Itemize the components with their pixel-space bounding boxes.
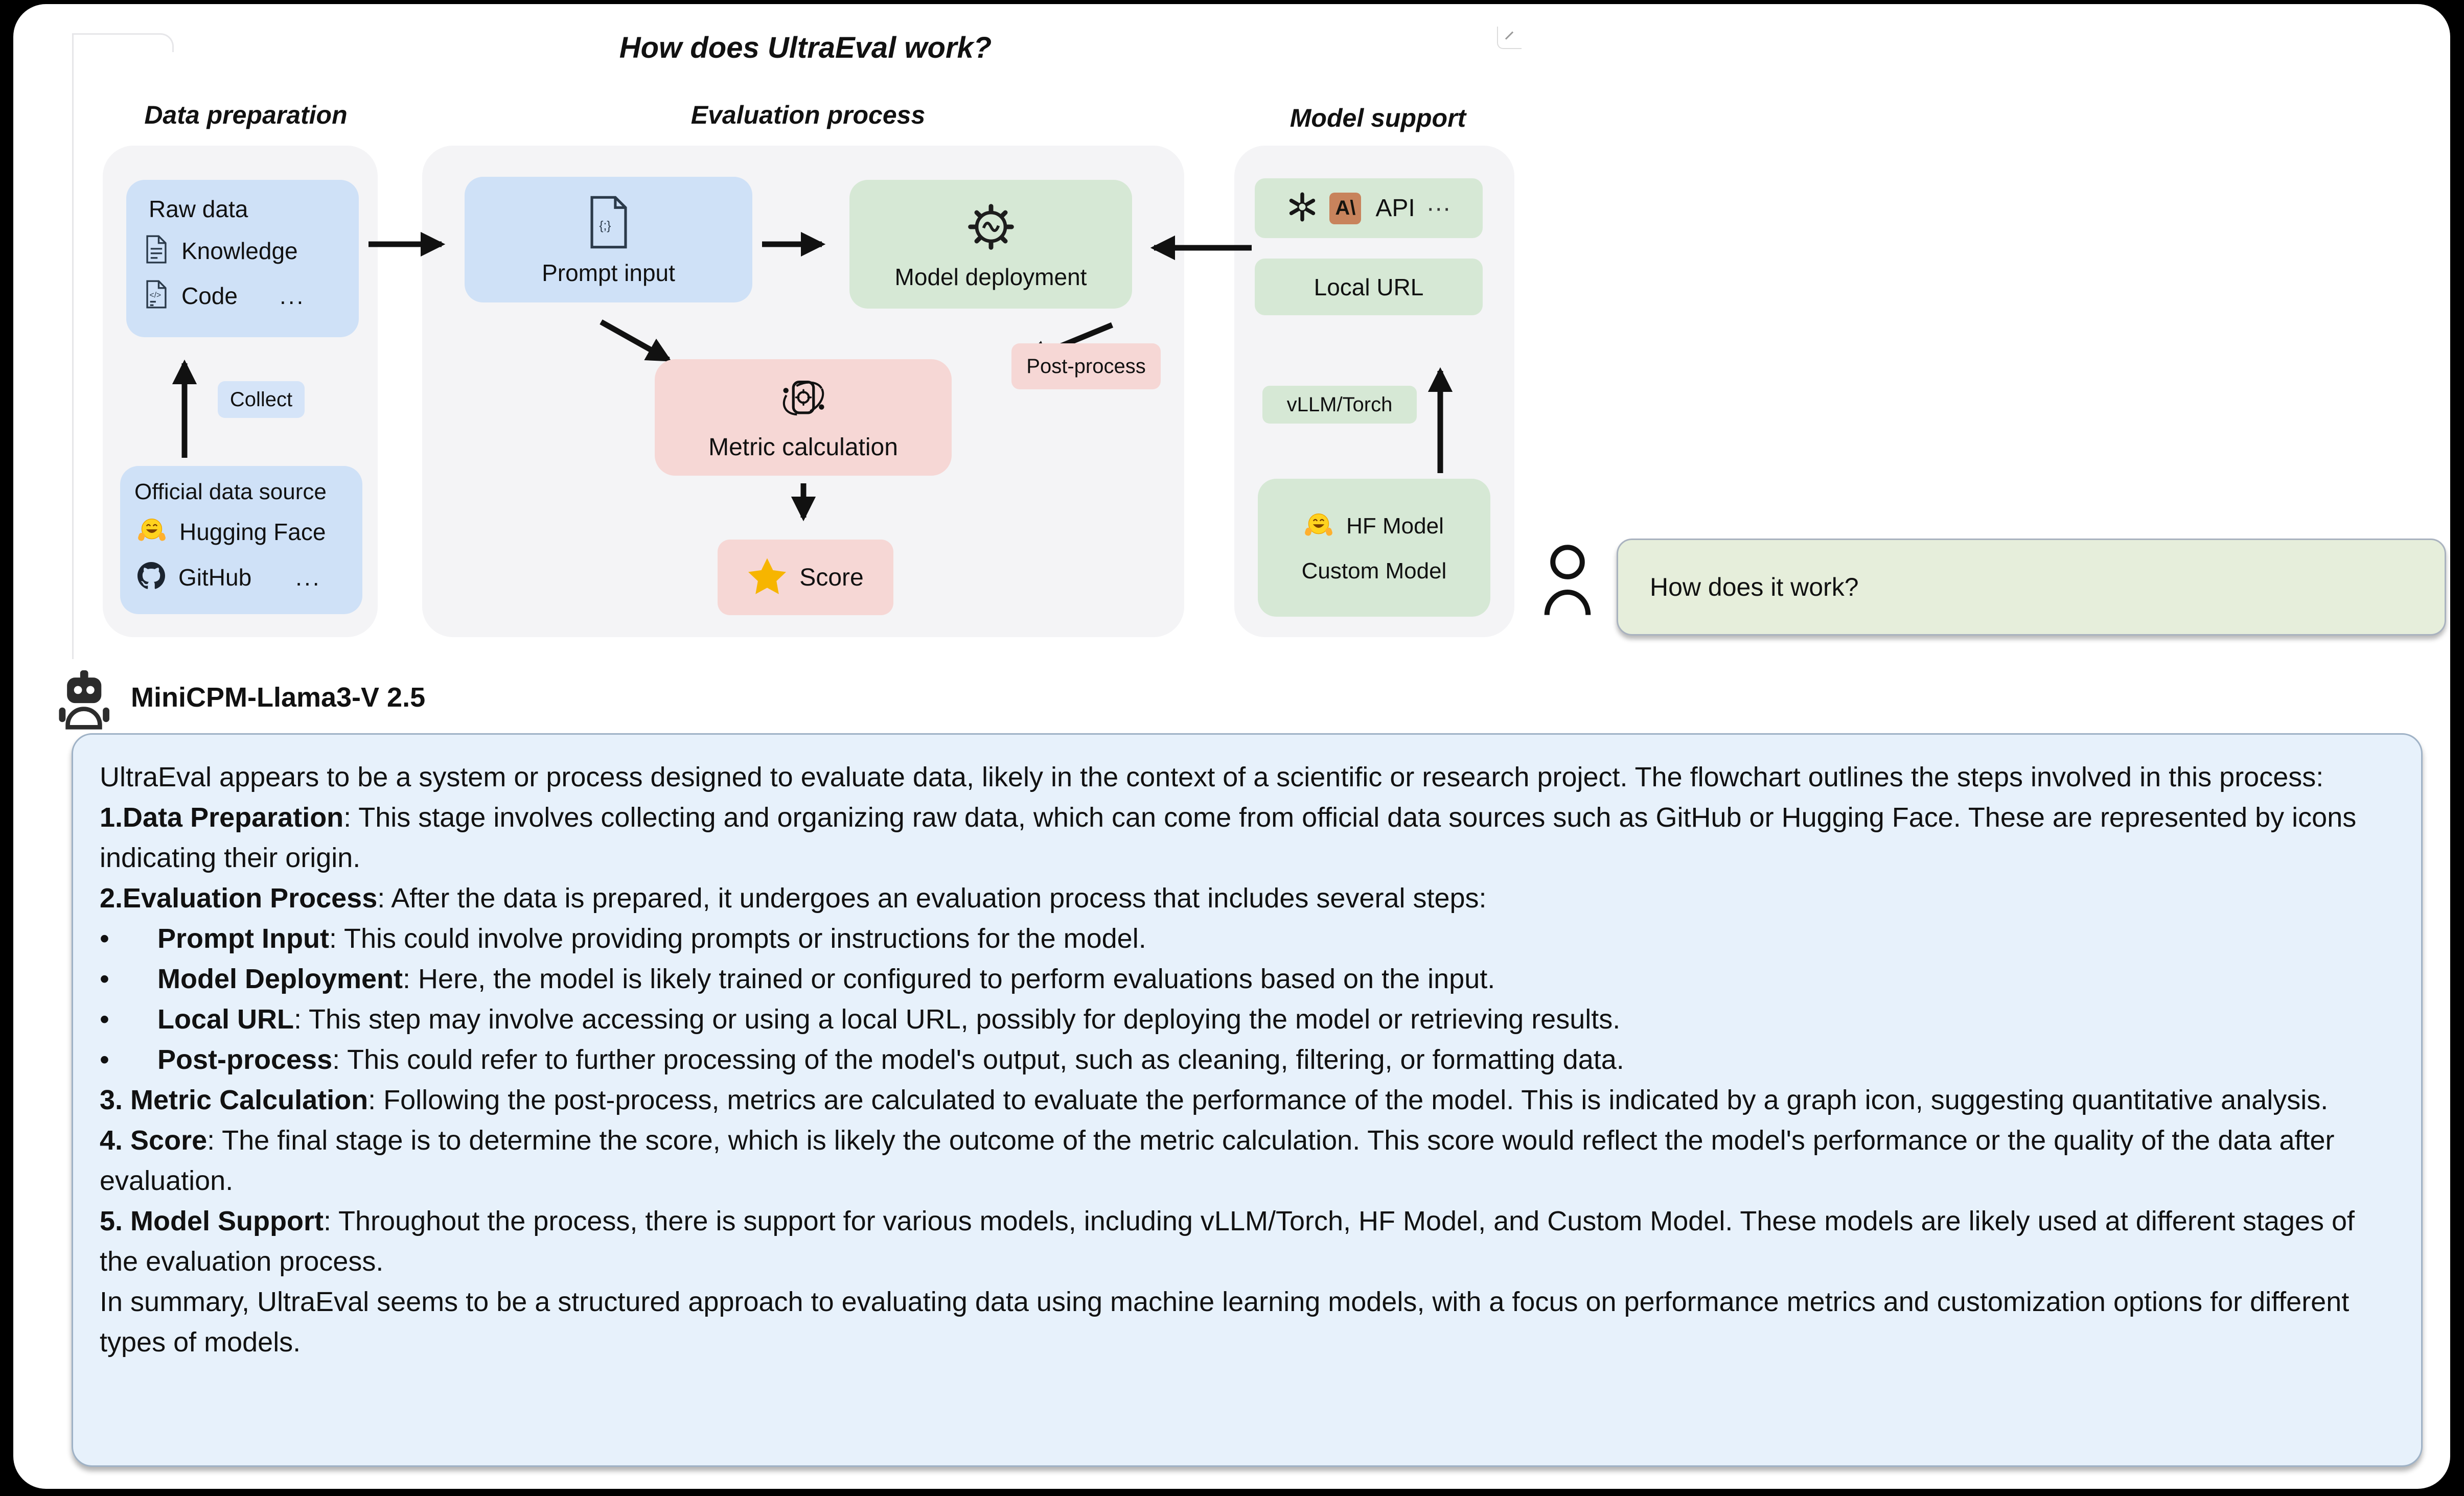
gear-icon [962,198,1020,258]
content-card [13,4,2450,1489]
api-label: API [1375,195,1415,222]
response-paragraph: • Post-process: This could refer to further processing of the model's output, such as cleaning, filtering, or formatting data. [100,1044,1624,1075]
hugging-face-icon [1304,512,1333,541]
star-icon [747,557,787,598]
raw-data-title: Raw data [149,196,248,222]
response-paragraph: • Prompt Input: This could involve providing prompts or instructions for the model. [100,923,1146,954]
response-paragraph: UltraEval appears to be a system or process designed to evaluate data, likely in the context of a scientific or research project. The flowchart outlines the steps involved in this process: [100,762,2324,792]
code-file-icon [145,280,168,311]
response-paragraph: • Local URL: This step may involve accessing or using a local URL, possibly for deploying the model or retrieving results. [100,1004,1621,1035]
response-text [100,757,2391,1363]
official-data-source-box [120,466,362,614]
document-icon [145,235,168,266]
local-url-label: Local URL [1314,273,1424,300]
local-url-box [1255,259,1483,315]
custom-model-label: Custom Model [1301,558,1447,583]
ellipsis: ... [295,564,321,591]
section-title-evaluation-process: Evaluation process [690,101,926,129]
score-box [718,540,893,615]
diagram-title: How does UltraEval work? [619,31,992,64]
user-message-bubble [1617,539,2446,636]
response-paragraph: 3. Metric Calculation: Following the post-process, metrics are calculated to evaluate the performance of the model. This is indicated by a graph icon, suggesting quantitative analysis. [100,1085,2329,1115]
prompt-input-label: Prompt input [542,259,675,286]
raw-data-item-label: Knowledge [181,237,298,264]
svg-text:{;}: {;} [598,218,611,232]
bot-response-bubble [72,733,2423,1467]
ellipsis: ... [279,282,306,309]
response-paragraph: 4. Score: The final stage is to determine the score, which is likely the outcome of the metric calculation. This score would reflect the model's performance or the quality of the data after evaluation. [100,1125,2335,1196]
model-deployment-box [849,180,1132,309]
score-label: Score [799,564,864,591]
hugging-face-icon [137,517,166,546]
response-paragraph: • Model Deployment: Here, the model is likely trained or configured to perform evaluations based on the input. [100,964,1495,994]
response-paragraph: 1.Data Preparation: This stage involves collecting and organizing raw data, which can come from official data sources such as GitHub or Hugging Face. These are represented by icons indicating their origin. [100,802,2357,873]
hf-model-label: HF Model [1346,513,1444,539]
metric-calculation-label: Metric calculation [708,434,898,461]
vllm-torch-box [1262,386,1417,424]
user-message-text: How does it work? [1650,573,1859,601]
hf-custom-model-box [1258,479,1490,617]
post-process-label: Post-process [1026,355,1146,378]
response-paragraph: 2.Evaluation Process: After the data is prepared, it undergoes an evaluation process that includes several steps: [100,883,1487,914]
model-deployment-label: Model deployment [894,263,1087,290]
vllm-torch-label: vLLM/Torch [1286,393,1393,416]
section-title-data-preparation: Data preparation [144,101,348,129]
official-data-source-title: Official data source [134,479,327,504]
response-paragraph: In summary, UltraEval seems to be a structured approach to evaluating data using machine learning models, with a focus on performance metrics and customization options for different types of models. [100,1287,2350,1358]
prompt-document-icon [587,195,631,252]
raw-data-item-label: Code [181,282,238,309]
anthropic-icon: A\ [1329,193,1361,224]
section-title-model-support: Model support [1289,104,1466,132]
metric-calculation-box [655,359,952,476]
collect-label-box [218,381,305,418]
official-source-item-label: GitHub [178,564,252,591]
response-paragraph: 5. Model Support: Throughout the process, there is support for various models, including vLLM/Torch, HF Model, and Custom Model. These models are likely used at different stages of the evaluation process. [100,1206,2355,1277]
bot-name: MiniCPM-Llama3-V 2.5 [131,682,426,713]
robot-icon [58,669,109,732]
svg-text:</>: </> [149,291,162,300]
collect-label: Collect [229,388,293,411]
raw-data-box [126,180,359,337]
api-box [1255,178,1483,238]
post-process-label-box [1011,343,1161,389]
openai-icon [1286,191,1318,225]
person-icon [1544,544,1591,620]
official-source-item-label: Hugging Face [179,518,326,545]
prompt-input-box [465,177,752,302]
metric-orbit-icon [777,373,830,429]
github-icon [137,562,165,592]
api-ellipsis: ··· [1426,195,1451,222]
